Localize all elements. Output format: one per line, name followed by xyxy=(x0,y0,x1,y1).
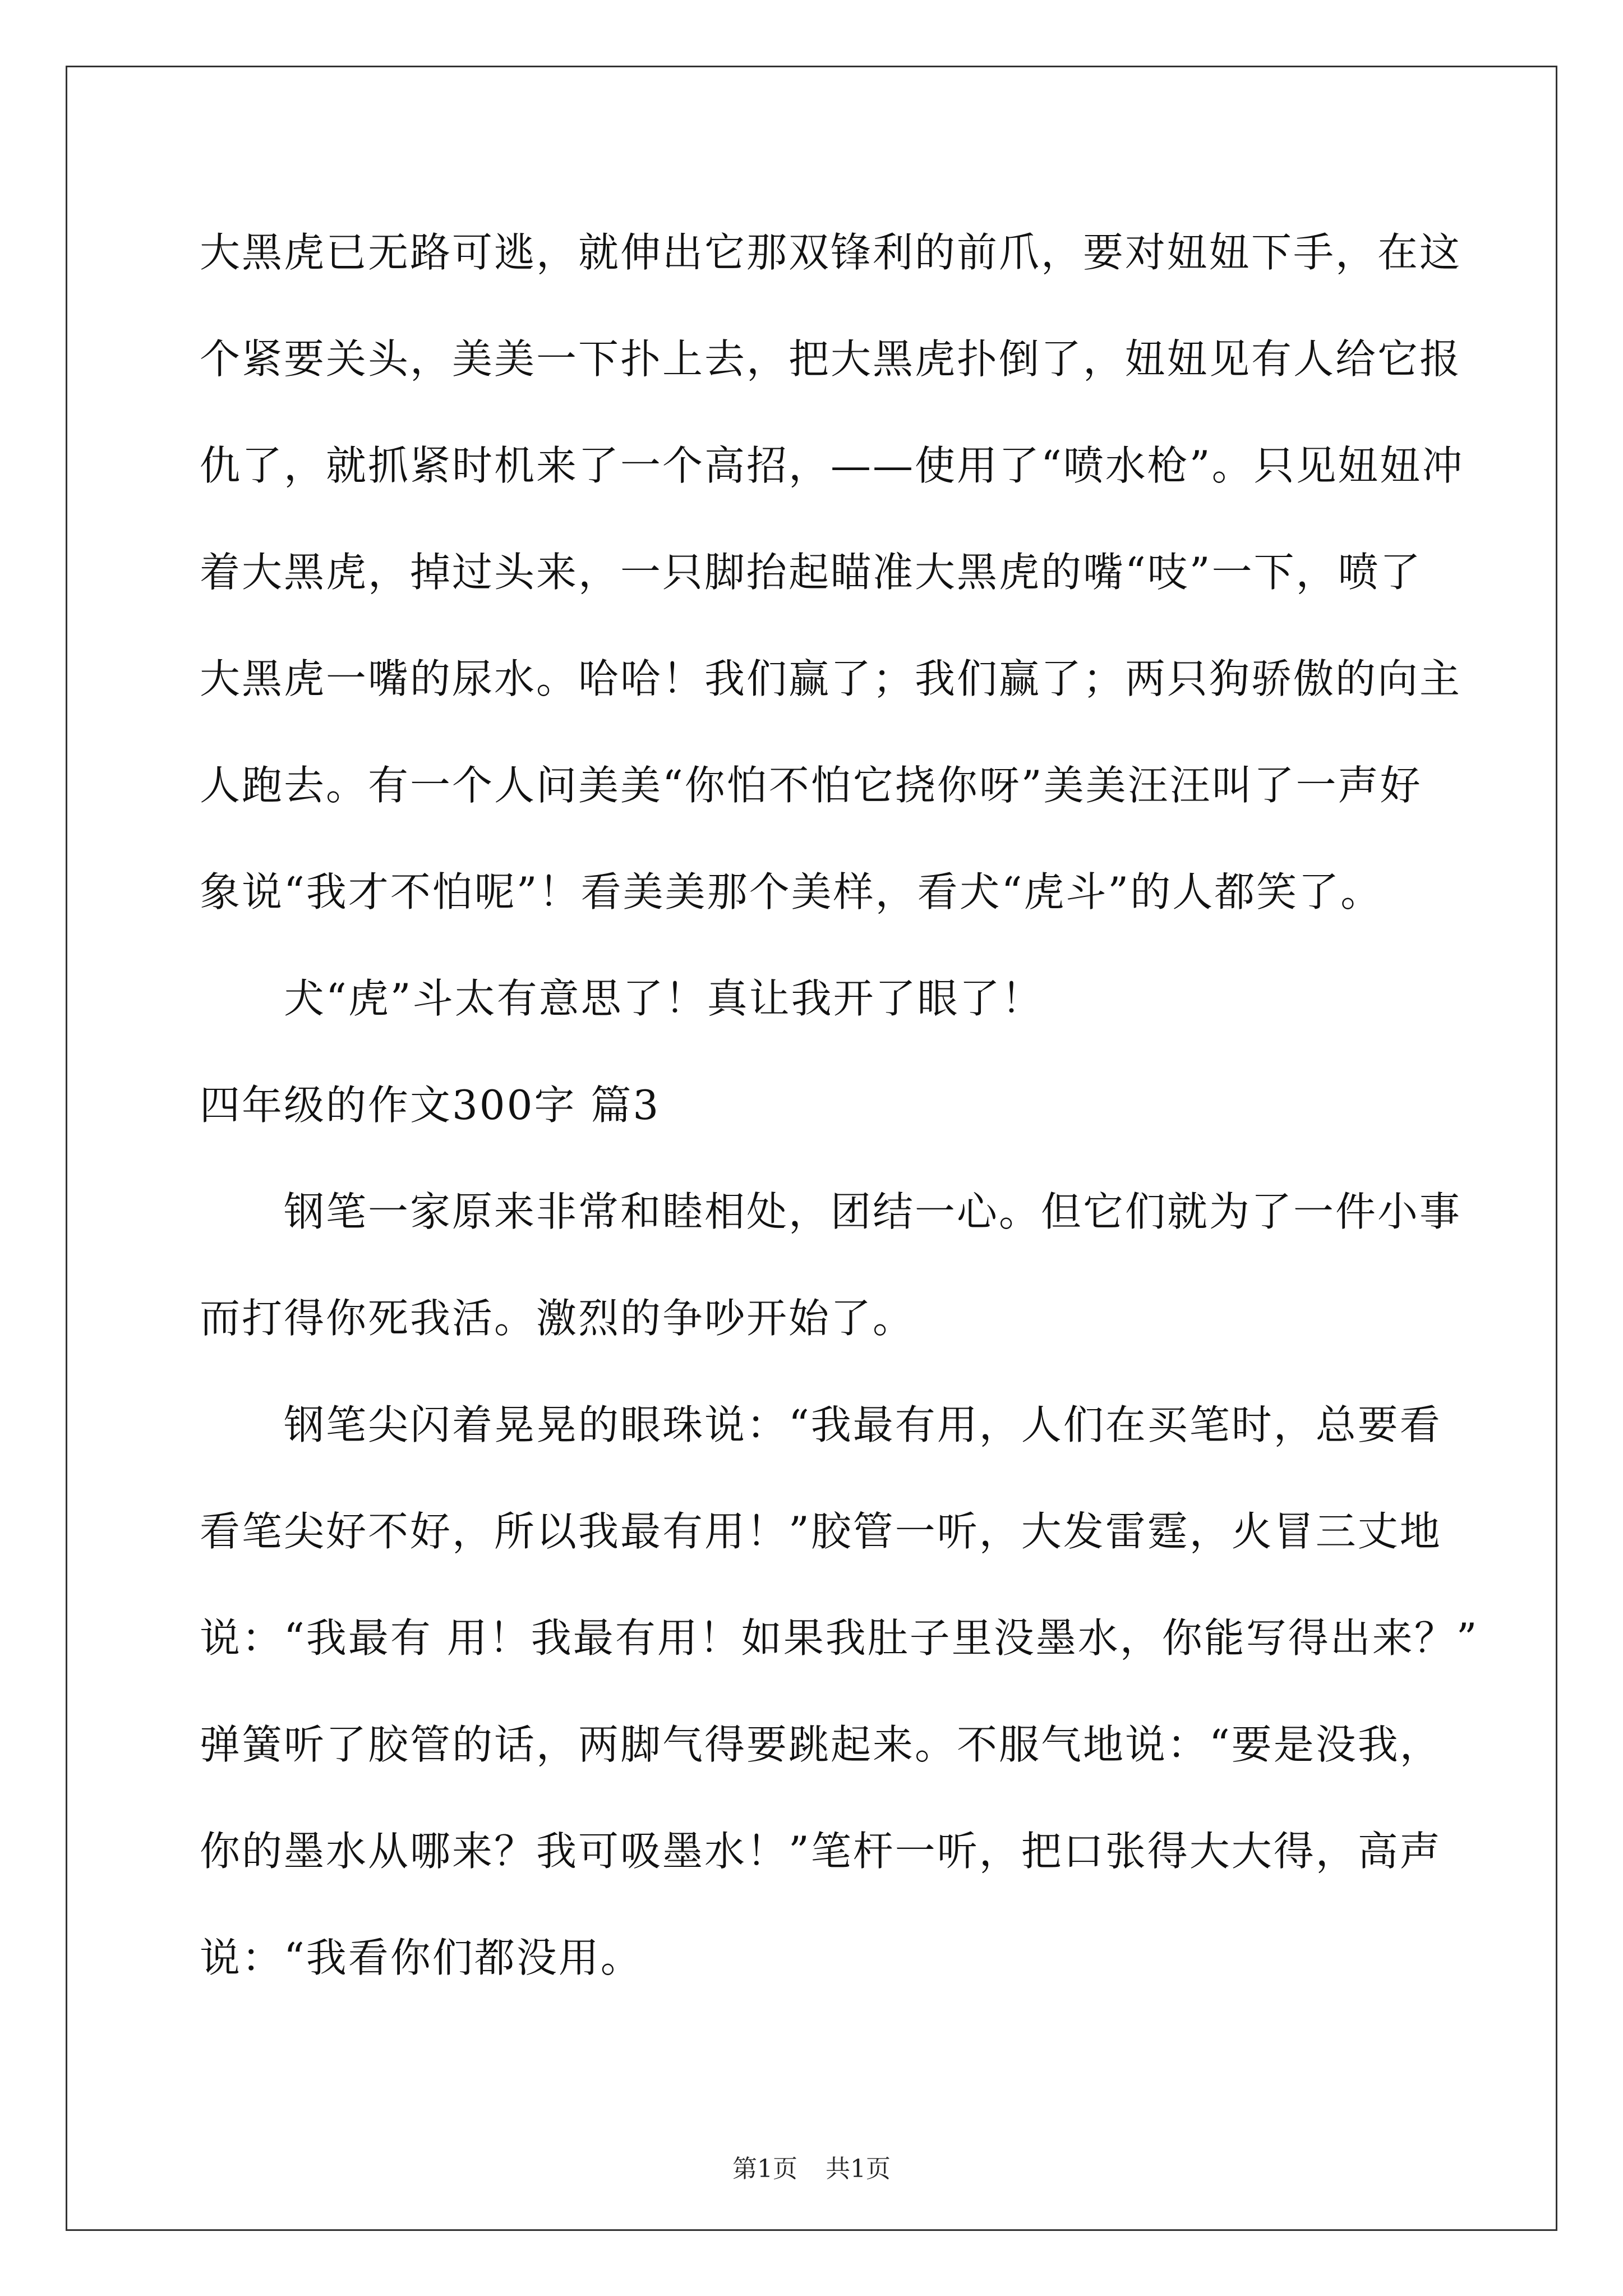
text-line: 大黑虎一嘴的尿水。哈哈！我们赢了；我们赢了；两只狗骄傲的向主 xyxy=(200,655,1462,702)
text-line: 看笔尖好不好，所以我最有用！”胶管一听，大发雷霆，火冒三丈地 xyxy=(200,1508,1442,1555)
page-number: 第1页 xyxy=(732,2155,797,2183)
text-line: 人跑去。有一个人问美美“你怕不怕它挠你呀”美美汪汪叫了一声好 xyxy=(200,762,1422,809)
text-line: 而打得你死我活。激烈的争吵开始了。 xyxy=(200,1295,915,1342)
text-line: 着大黑虎，掉过头来，一只脚抬起瞄准大黑虎的嘴“吱”一下，喷了 xyxy=(200,549,1422,596)
page-footer xyxy=(0,2148,1623,2184)
text-line: 说：“我最有 用！我最有用！如果我肚子里没墨水，你能写得出来？” xyxy=(200,1614,1479,1662)
document-body xyxy=(200,222,1479,2033)
section-heading: 四年级的作文300字 篇3 xyxy=(200,1082,661,1129)
paragraph-start-line: 犬“虎”斗太有意思了！真让我开了眼了！ xyxy=(284,975,1044,1022)
text-line: 大黑虎已无路可逃，就伸出它那双锋利的前爪，要对妞妞下手，在这 xyxy=(200,229,1462,276)
text-line: 仇了，就抓紧时机来了一个高招，——使用了“喷水枪”。只见妞妞冲 xyxy=(200,442,1464,489)
text-line: 象说“我才不怕呢”！看美美那个美样，看犬“虎斗”的人都笑了。 xyxy=(200,868,1383,915)
paragraph-start-line: 钢笔尖闪着晃晃的眼珠说：“我最有用，人们在买笔时，总要看 xyxy=(284,1401,1442,1448)
page-total: 共1页 xyxy=(826,2155,891,2183)
text-line: 说：“我看你们都没用。 xyxy=(200,1934,643,1981)
paragraph-start-line: 钢笔一家原来非常和睦相处，团结一心。但它们就为了一件小事 xyxy=(284,1188,1462,1235)
text-line: 个紧要关头，美美一下扑上去，把大黑虎扑倒了，妞妞见有人给它报 xyxy=(200,335,1462,383)
text-line: 你的墨水从哪来？我可吸墨水！”笔杆一听，把口张得大大得，高声 xyxy=(200,1828,1442,1875)
text-line: 弹簧听了胶管的话，两脚气得要跳起来。不服气地说：“要是没我， xyxy=(200,1721,1442,1768)
